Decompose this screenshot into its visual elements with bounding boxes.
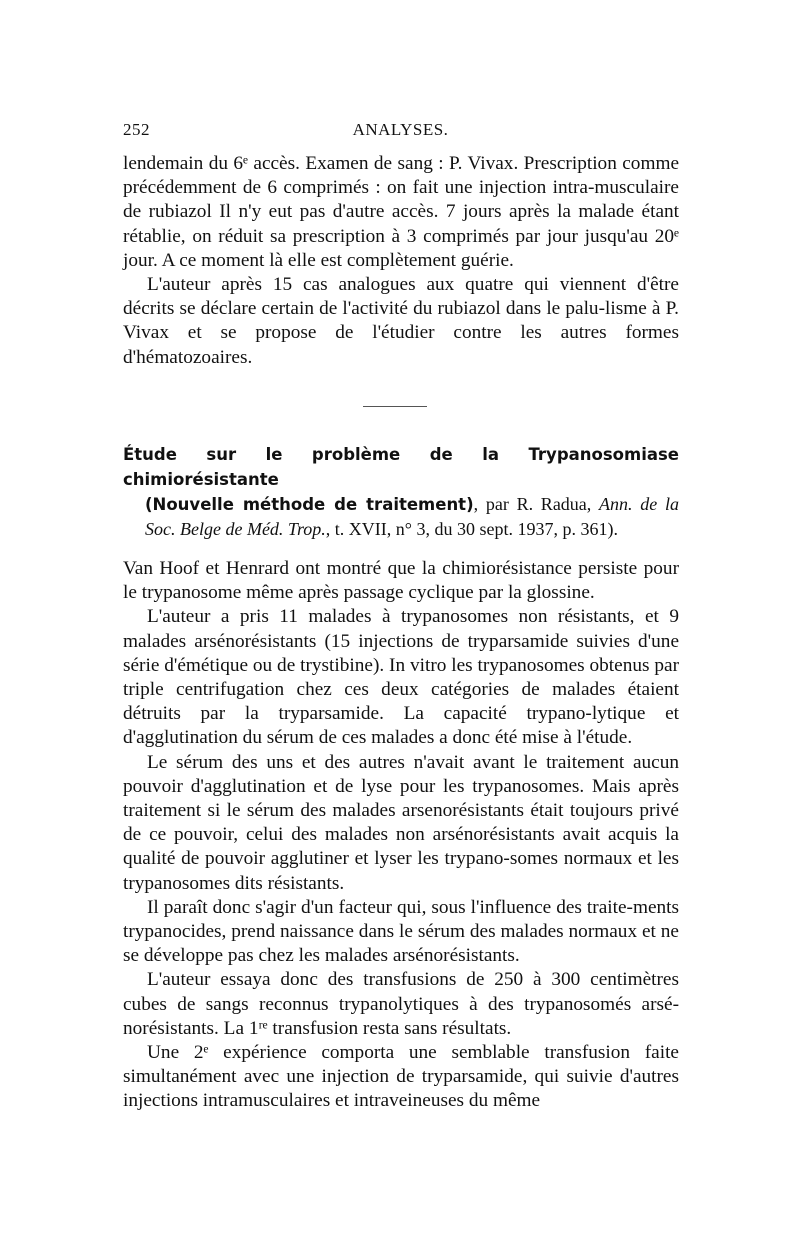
paragraph: Le sérum des uns et des autres n'avait avant le traitement aucun pouvoir d'agglutination et de lyse pour les trypanosomes. Mais après traitement si le sérum des malades arsenorésistants était toujours privé de ce pouvoir, celui des malades non arsénorésistants avait acquis la qualité de pouvoir agglutiner et lyser les trypano-somes normaux et les trypanosomes dits résistants. — [123, 751, 679, 894]
title-ref-volume: , t. XVII, n° 3, du 30 sept. 1937, p. 361). — [325, 519, 618, 539]
paragraph: L'auteur après 15 cas analogues aux quatre qui viennent d'être décrits se déclare certain de l'activité du rubiazol dans le palu-lisme à P. Vivax et se propose de l'étudier contre les autres formes d'hématozoaires. — [123, 274, 679, 368]
title-journal-cont: Soc. Belge de Méd. Trop. — [145, 519, 326, 539]
article2-body — [123, 557, 679, 1114]
article1-body — [123, 152, 679, 370]
running-head: ANALYSES. — [352, 120, 449, 139]
paragraph: Van Hoof et Henrard ont montré que la chimiorésistance persiste pour le trypanosome même après passage cyclique par la glossine. — [123, 558, 679, 604]
title-journal: Ann. de la — [599, 494, 679, 514]
page-number: 252 — [123, 120, 150, 139]
article2-title — [123, 442, 679, 541]
paragraph: L'auteur essaya donc des transfusions de 250 à 300 centimètres cubes de sangs reconnus trypanolytiques à des trypanosomés arsé-norésistants. La 1ʳᵉ transfusion resta sans résultats. — [123, 969, 679, 1039]
title-ref-author: , par R. Radua, — [473, 494, 600, 514]
paragraph: Il paraît donc s'agir d'un facteur qui, sous l'influence des traite-ments trypanocides, prend naissance dans le sérum des malades normaux et ne se développe pas chez les malades arsénorésistants. — [123, 896, 679, 967]
paragraph: lendemain du 6ᵉ accès. Examen de sang : P. Vivax. Prescription comme précédemment de 6 comprimés : on fait une injection intra-musculaire de rubiazol Il n'y eut pas d'autre accès. 7 jours après la malade étant rétablie, on réduit sa prescription à 3 comprimés par jour jusqu'au 20ᵉ jour. A ce moment là elle est complètement guérie. — [123, 153, 679, 271]
section-divider — [363, 406, 427, 407]
paragraph: L'auteur a pris 11 malades à trypanosomes non résistants, et 9 malades arsénorésistants (15 injections de tryparsamide suivies d'une série d'émétique ou de trystibine). In vitro les trypanosomes obtenus par triple centrifugation chez ces deux catégories de malades étaient détruits par la tryparsamide. La capacité trypano-lytique et d'agglutination du sérum de ces malades a donc été mise à l'étude. — [123, 606, 679, 749]
title-bold-line2: (Nouvelle méthode de traitement) — [145, 495, 474, 514]
title-bold-line1: Étude sur le problème de la Trypanosomiase chimiorésistante — [123, 445, 679, 489]
paragraph: Une 2ᵉ expérience comporta une semblable transfusion faite simultanément avec une injection de tryparsamide, qui suivie d'autres injections intramusculaires et intraveineuses du même — [123, 1042, 679, 1112]
